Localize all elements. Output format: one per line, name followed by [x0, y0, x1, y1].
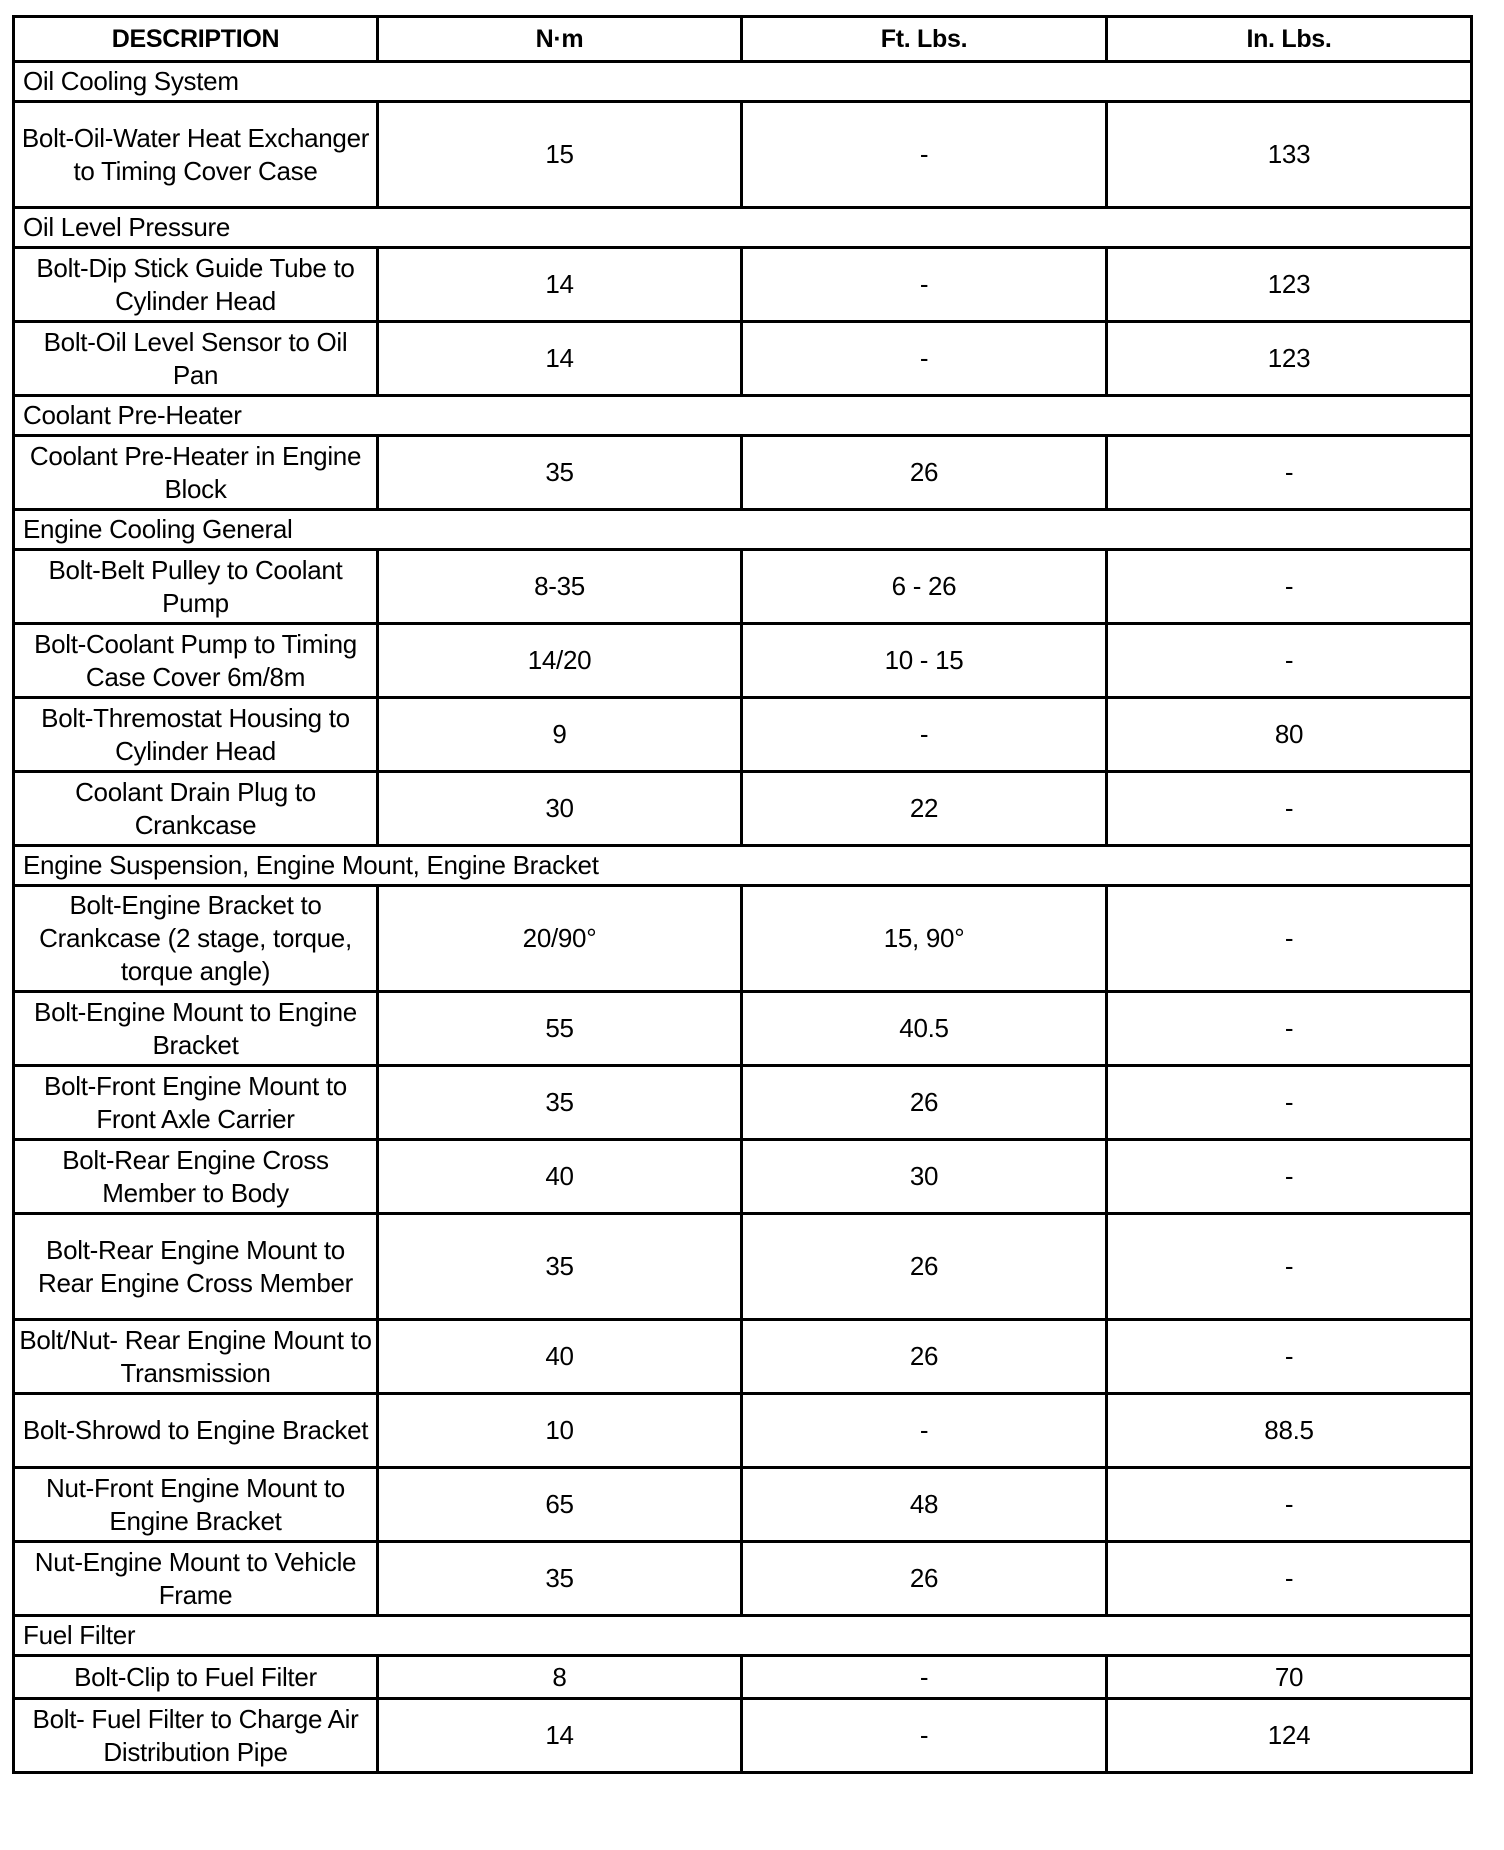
table-row — [14, 322, 1472, 396]
table-row — [14, 1542, 1472, 1616]
in-lbs-cell: 123 — [1107, 248, 1472, 322]
nm-cell: 35 — [378, 1542, 742, 1616]
in-lbs-cell: 88.5 — [1107, 1394, 1472, 1468]
table-row — [14, 436, 1472, 510]
description-cell: Bolt-Clip to Fuel Filter — [14, 1656, 378, 1699]
table-row — [14, 624, 1472, 698]
in-lbs-cell: - — [1107, 886, 1472, 992]
table-body — [14, 62, 1472, 1773]
ft-lbs-cell: 30 — [742, 1140, 1107, 1214]
in-lbs-cell: - — [1107, 1140, 1472, 1214]
in-lbs-cell: - — [1107, 624, 1472, 698]
description-cell: Bolt-Engine Bracket to Crankcase (2 stage, torque, torque angle) — [14, 886, 378, 992]
in-lbs-cell: - — [1107, 550, 1472, 624]
table-row — [14, 1320, 1472, 1394]
ft-lbs-cell: 6 - 26 — [742, 550, 1107, 624]
table-row — [14, 886, 1472, 992]
description-cell: Bolt-Thremostat Housing to Cylinder Head — [14, 698, 378, 772]
ft-lbs-cell: 22 — [742, 772, 1107, 846]
in-lbs-cell: - — [1107, 1066, 1472, 1140]
nm-cell: 14 — [378, 1699, 742, 1773]
section-row — [14, 62, 1472, 102]
description-cell: Bolt- Fuel Filter to Charge Air Distribution Pipe — [14, 1699, 378, 1773]
section-row — [14, 846, 1472, 886]
ft-lbs-cell: - — [742, 1394, 1107, 1468]
nm-cell: 35 — [378, 1214, 742, 1320]
ft-lbs-cell: 15, 90° — [742, 886, 1107, 992]
ft-lbs-cell: - — [742, 322, 1107, 396]
header-row — [14, 17, 1472, 62]
nm-cell: 9 — [378, 698, 742, 772]
in-lbs-cell: - — [1107, 1542, 1472, 1616]
ft-lbs-cell: 26 — [742, 1542, 1107, 1616]
header-ft-lbs: Ft. Lbs. — [742, 17, 1107, 62]
description-cell: Bolt-Coolant Pump to Timing Case Cover 6m/8m — [14, 624, 378, 698]
section-title: Engine Cooling General — [14, 510, 1472, 550]
in-lbs-cell: - — [1107, 436, 1472, 510]
section-title: Oil Level Pressure — [14, 208, 1472, 248]
nm-cell: 35 — [378, 1066, 742, 1140]
nm-cell: 30 — [378, 772, 742, 846]
nm-cell: 8-35 — [378, 550, 742, 624]
ft-lbs-cell: - — [742, 102, 1107, 208]
section-title: Coolant Pre-Heater — [14, 396, 1472, 436]
nm-cell: 35 — [378, 436, 742, 510]
ft-lbs-cell: 26 — [742, 1320, 1107, 1394]
header-nm: N·m — [378, 17, 742, 62]
in-lbs-cell: - — [1107, 1468, 1472, 1542]
ft-lbs-cell: 26 — [742, 436, 1107, 510]
description-cell: Bolt-Belt Pulley to Coolant Pump — [14, 550, 378, 624]
header-in-lbs: In. Lbs. — [1107, 17, 1472, 62]
torque-spec-table — [12, 15, 1473, 1774]
nm-cell: 8 — [378, 1656, 742, 1699]
section-title: Oil Cooling System — [14, 62, 1472, 102]
ft-lbs-cell: - — [742, 248, 1107, 322]
description-cell: Bolt-Oil-Water Heat Exchanger to Timing Cover Case — [14, 102, 378, 208]
in-lbs-cell: 70 — [1107, 1656, 1472, 1699]
description-cell: Bolt-Engine Mount to Engine Bracket — [14, 992, 378, 1066]
table-row — [14, 1656, 1472, 1699]
table-row — [14, 1214, 1472, 1320]
in-lbs-cell: - — [1107, 1214, 1472, 1320]
table-row — [14, 772, 1472, 846]
description-cell: Nut-Engine Mount to Vehicle Frame — [14, 1542, 378, 1616]
description-cell: Bolt/Nut- Rear Engine Mount to Transmission — [14, 1320, 378, 1394]
description-cell: Nut-Front Engine Mount to Engine Bracket — [14, 1468, 378, 1542]
ft-lbs-cell: 48 — [742, 1468, 1107, 1542]
nm-cell: 15 — [378, 102, 742, 208]
nm-cell: 65 — [378, 1468, 742, 1542]
nm-cell: 40 — [378, 1140, 742, 1214]
ft-lbs-cell: 40.5 — [742, 992, 1107, 1066]
ft-lbs-cell: 26 — [742, 1214, 1107, 1320]
section-row — [14, 396, 1472, 436]
description-cell: Coolant Pre-Heater in Engine Block — [14, 436, 378, 510]
section-row — [14, 1616, 1472, 1656]
nm-cell: 55 — [378, 992, 742, 1066]
table-row — [14, 1468, 1472, 1542]
table-row — [14, 1140, 1472, 1214]
ft-lbs-cell: - — [742, 1699, 1107, 1773]
nm-cell: 14/20 — [378, 624, 742, 698]
table-row — [14, 550, 1472, 624]
header-description: DESCRIPTION — [14, 17, 378, 62]
in-lbs-cell: 80 — [1107, 698, 1472, 772]
table-row — [14, 698, 1472, 772]
section-title: Engine Suspension, Engine Mount, Engine Bracket — [14, 846, 1472, 886]
table-row — [14, 1394, 1472, 1468]
nm-cell: 20/90° — [378, 886, 742, 992]
in-lbs-cell: 133 — [1107, 102, 1472, 208]
in-lbs-cell: - — [1107, 992, 1472, 1066]
nm-cell: 14 — [378, 322, 742, 396]
table-row — [14, 1699, 1472, 1773]
nm-cell: 10 — [378, 1394, 742, 1468]
ft-lbs-cell: - — [742, 698, 1107, 772]
table-row — [14, 248, 1472, 322]
ft-lbs-cell: 10 - 15 — [742, 624, 1107, 698]
description-cell: Coolant Drain Plug to Crankcase — [14, 772, 378, 846]
in-lbs-cell: - — [1107, 1320, 1472, 1394]
section-row — [14, 510, 1472, 550]
table-row — [14, 1066, 1472, 1140]
in-lbs-cell: 123 — [1107, 322, 1472, 396]
ft-lbs-cell: - — [742, 1656, 1107, 1699]
ft-lbs-cell: 26 — [742, 1066, 1107, 1140]
table-row — [14, 992, 1472, 1066]
nm-cell: 40 — [378, 1320, 742, 1394]
in-lbs-cell: 124 — [1107, 1699, 1472, 1773]
description-cell: Bolt-Oil Level Sensor to Oil Pan — [14, 322, 378, 396]
description-cell: Bolt-Front Engine Mount to Front Axle Carrier — [14, 1066, 378, 1140]
description-cell: Bolt-Rear Engine Mount to Rear Engine Cross Member — [14, 1214, 378, 1320]
description-cell: Bolt-Shrowd to Engine Bracket — [14, 1394, 378, 1468]
section-row — [14, 208, 1472, 248]
table-row — [14, 102, 1472, 208]
description-cell: Bolt-Rear Engine Cross Member to Body — [14, 1140, 378, 1214]
section-title: Fuel Filter — [14, 1616, 1472, 1656]
in-lbs-cell: - — [1107, 772, 1472, 846]
nm-cell: 14 — [378, 248, 742, 322]
description-cell: Bolt-Dip Stick Guide Tube to Cylinder Head — [14, 248, 378, 322]
